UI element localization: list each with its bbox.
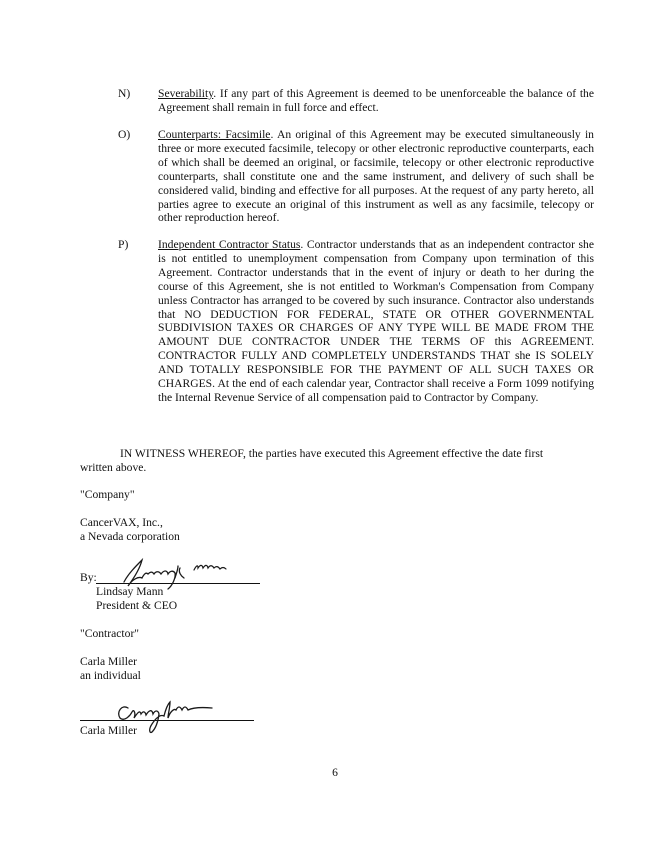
witness-line-2: written above. xyxy=(80,460,147,474)
company-name: CancerVAX, Inc., xyxy=(80,516,163,529)
clause-o xyxy=(118,128,594,225)
by-label: By: xyxy=(80,571,97,584)
witness-clause xyxy=(80,447,580,475)
clause-label: O) xyxy=(118,128,131,141)
clause-text: . Contractor understands that as an independent contractor she is not entitled to unemployment compensation from Company upon termination of this Agreement. Contractor understands that in the event of injury or death to her during the course of this Agreement, she is not entitled to Workman's Compensation from Company unless Contractor has arranged to be covered by such insurance. Contractor also understands that NO DEDUCTION FOR FEDERAL, STATE OR OTHER GOVERNMENTAL SUBDIVISION TAXES OR CHARGES OF ANY TYPE WILL BE MADE FROM THE AMOUNT DUE CONTRACTOR UNDER THE TERMS OF this AGREEMENT. CONTRACTOR FULLY AND COMPLETELY UNDERSTANDS THAT she IS SOLELY AND TOTALLY RESPONSIBLE FOR THE PAYMENT OF ALL SUCH TAXES OR CHARGES. At the end of each calendar year, Contractor shall receive a Form 1099 notifying the Internal Revenue Service of all compensation paid to Contractor by Company. xyxy=(158,238,594,404)
company-signer-name: Lindsay Mann xyxy=(96,585,164,598)
clause-title: Independent Contractor Status xyxy=(158,238,301,251)
page-number: 6 xyxy=(332,766,338,779)
clause-label: P) xyxy=(118,238,129,251)
contractor-type: an individual xyxy=(80,669,141,682)
clause-title: Counterparts: Facsimile xyxy=(158,128,271,141)
clause-text: . If any part of this Agreement is deemed to be unenforceable the balance of the Agreement shall remain in full force and effect. xyxy=(158,87,594,114)
company-signer-title: President & CEO xyxy=(96,599,178,612)
company-type: a Nevada corporation xyxy=(80,530,180,543)
contractor-name: Carla Miller xyxy=(80,655,137,668)
clause-p xyxy=(118,238,594,405)
clause-text: . An original of this Agreement may be executed simultaneously in three or more executed facsimile, telecopy or other electronic reproductive counterparts, each of which shall be deemed an original, or facsimile, telecopy or other electronic reproductive counterparts, shall constitute one and the same instrument, and delivery of such shall be considered valid, binding and effective for all purposes. At the request of any party hereto, all parties agree to execute an original of this instrument as well as any facsimile, telecopy or other reproduction hereof. xyxy=(158,128,594,225)
contractor-heading: "Contractor" xyxy=(80,627,140,640)
contractor-signer-name: Carla Miller xyxy=(80,724,137,737)
company-heading: "Company" xyxy=(80,488,135,501)
clause-label: N) xyxy=(118,87,131,100)
clause-n xyxy=(118,87,594,115)
clause-title: Severability xyxy=(158,87,214,100)
witness-line-1: IN WITNESS WHEREOF, the parties have executed this Agreement effective the date first xyxy=(120,447,544,460)
